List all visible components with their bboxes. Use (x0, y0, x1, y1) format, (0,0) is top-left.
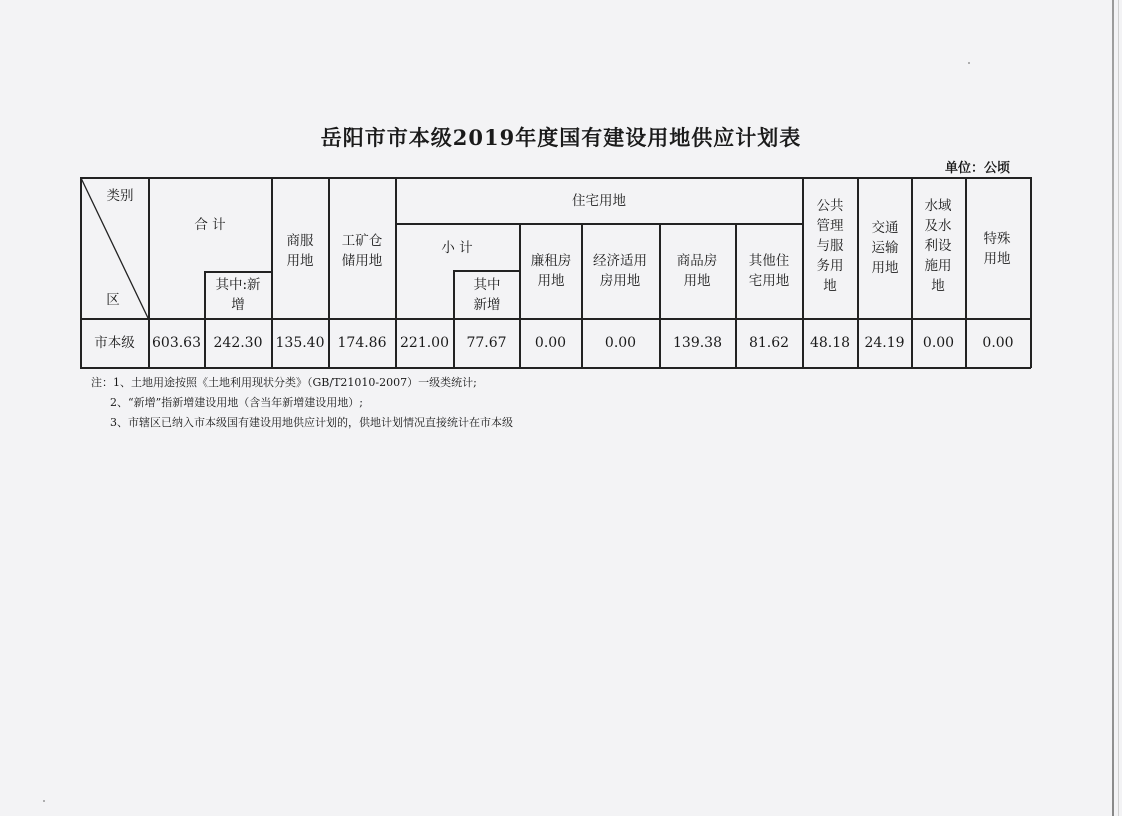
cell-commercial: 135.40 (275, 335, 325, 351)
cell-commodity: 139.38 (673, 335, 722, 351)
scan-speck (968, 62, 970, 64)
table-border-bottom (80, 367, 1031, 369)
cell-low-rent: 0.00 (534, 335, 567, 351)
header-corner-category: 类别 (106, 188, 134, 204)
scan-speck (43, 800, 45, 802)
document-title: 岳阳市市本级2019年度国有建设用地供应计划表 (320, 125, 802, 150)
header-bottom-line (80, 318, 1031, 320)
cell-transport: 24.19 (864, 335, 905, 351)
header-transport: 交通运输用地 (871, 220, 899, 276)
header-residential: 住宅用地 (572, 193, 626, 209)
note-1: 注：1、土地用途按照《土地利用现状分类》（GB/T21010-2007）一级类统计; (91, 376, 477, 389)
cell-special: 0.00 (982, 335, 1014, 351)
header-water: 水域及水利设施用地 (924, 198, 952, 294)
cell-res-new: 77.67 (466, 335, 507, 351)
total-new-divider (204, 271, 271, 273)
subtotal-new-divider (453, 270, 519, 272)
header-public: 公共管理与服务用地 (816, 198, 844, 294)
header-res-subtotal: 小 计 (441, 240, 473, 256)
note-2: 2、“新增”指新增建设用地（含当年新增建设用地）; (110, 396, 363, 409)
header-total-new: 其中:新增 (215, 277, 261, 313)
header-affordable: 经济适用房用地 (593, 253, 647, 289)
cell-total-new: 242.30 (213, 335, 263, 351)
cell-industrial: 174.86 (337, 335, 387, 351)
table-border-right (1030, 177, 1032, 368)
header-commodity: 商品房用地 (676, 253, 718, 289)
cell-total: 603.63 (152, 335, 201, 351)
unit-label: 单位：公顷 (944, 161, 1010, 176)
cell-district: 市本级 (94, 335, 135, 351)
residential-header-divider (395, 223, 802, 225)
header-low-rent: 廉租房用地 (530, 253, 572, 289)
header-other-res: 其他住宅用地 (748, 253, 790, 289)
col-line-total-new (204, 271, 206, 368)
header-total: 合 计 (194, 217, 226, 233)
header-special: 特殊用地 (983, 231, 1011, 267)
cell-public: 48.18 (809, 335, 851, 351)
scan-speck (1112, 10, 1114, 12)
cell-water: 0.00 (922, 335, 955, 351)
header-industrial: 工矿仓储用地 (341, 233, 383, 269)
header-res-new: 其中新增 (473, 277, 501, 313)
header-corner-district: 区 (106, 292, 120, 308)
cell-res-subtotal: 221.00 (400, 335, 449, 351)
cell-other-res: 81.62 (748, 335, 790, 351)
note-3: 3、市辖区已纳入市本级国有建设用地供应计划的，供地计划情况直接统计在市本级 (110, 416, 513, 429)
cell-affordable: 0.00 (604, 335, 637, 351)
col-line-res-new (453, 270, 455, 368)
table-border-top (80, 177, 1031, 179)
header-commercial: 商服用地 (286, 233, 314, 269)
